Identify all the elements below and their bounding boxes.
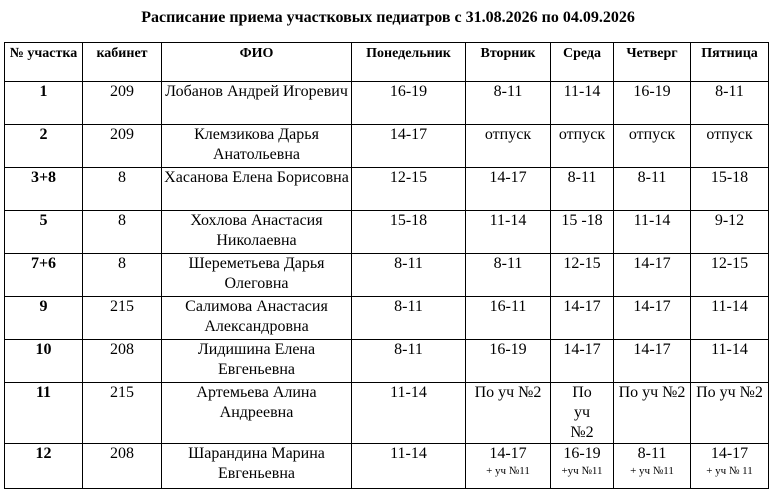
cell-wed: 12-15 <box>551 254 614 297</box>
cell-name: Шереметьева Дарья Олеговна <box>162 254 352 297</box>
cell-tue: По уч №2 <box>466 383 551 444</box>
header-fri: Пятница <box>691 43 769 82</box>
cell-thu: 11-14 <box>614 211 691 254</box>
cell-wed: 14-17 <box>551 340 614 383</box>
cell-name: Лобанов Андрей Игоревич <box>162 82 352 125</box>
cell-wed <box>551 444 614 489</box>
table-row <box>5 211 769 254</box>
header-tue: Вторник <box>466 43 551 82</box>
cell-thu: 14-17 <box>614 340 691 383</box>
cell-mon: 16-19 <box>352 82 466 125</box>
cell-fri: 11-14 <box>691 340 769 383</box>
cell-mon: 15-18 <box>352 211 466 254</box>
cell-fri: По уч №2 <box>691 383 769 444</box>
header-num: № участка <box>5 43 83 82</box>
cell-tue: 8-11 <box>466 254 551 297</box>
cell-wed: 14-17 <box>551 297 614 340</box>
cell-name: Клемзикова Дарья Анатольевна <box>162 125 352 168</box>
cell-tue: 16-19 <box>466 340 551 383</box>
cell-wed-note: +уч №11 <box>561 465 603 477</box>
cell-num: 10 <box>5 340 83 383</box>
cell-thu: 14-17 <box>614 297 691 340</box>
cell-name: Хохлова Анастасия Николаевна <box>162 211 352 254</box>
table-row <box>5 383 769 444</box>
cell-tue <box>466 444 551 489</box>
cell-tue-note: + уч №11 <box>486 465 530 477</box>
cell-num: 5 <box>5 211 83 254</box>
cell-room: 209 <box>83 125 162 168</box>
cell-fri: 9-12 <box>691 211 769 254</box>
cell-thu: 16-19 <box>614 82 691 125</box>
cell-fri-time: 14-17 <box>710 445 749 462</box>
cell-thu-time: 8-11 <box>637 445 667 462</box>
header-thu: Четверг <box>614 43 691 82</box>
cell-room: 8 <box>83 168 162 211</box>
table-row <box>5 297 769 340</box>
table-row <box>5 340 769 383</box>
cell-wed-time: 16-19 <box>563 445 601 462</box>
cell-tue: отпуск <box>466 125 551 168</box>
header-wed: Среда <box>551 43 614 82</box>
cell-thu: По уч №2 <box>614 383 691 444</box>
cell-name: Шарандина Марина Евгеньевна <box>162 444 352 489</box>
cell-tue: 14-17 <box>466 168 551 211</box>
cell-fri: 11-14 <box>691 297 769 340</box>
cell-wed: отпуск <box>551 125 614 168</box>
cell-num: 9 <box>5 297 83 340</box>
cell-tue: 11-14 <box>466 211 551 254</box>
header-name: ФИО <box>162 43 352 82</box>
cell-room: 8 <box>83 211 162 254</box>
cell-tue-time: 14-17 <box>489 445 527 462</box>
cell-name: Артемьева Алина Андреевна <box>162 383 352 444</box>
cell-room: 209 <box>83 82 162 125</box>
cell-wed: 15 -18 <box>551 211 614 254</box>
cell-mon: 11-14 <box>352 444 466 489</box>
cell-num: 2 <box>5 125 83 168</box>
cell-num: 1 <box>5 82 83 125</box>
page-title: Расписание приема участковых педиатров с 31.08.2026 по 04.09.2026 <box>141 9 635 26</box>
table-row <box>5 444 769 489</box>
cell-fri: 8-11 <box>691 82 769 125</box>
cell-mon: 8-11 <box>352 297 466 340</box>
schedule-table <box>4 42 769 489</box>
cell-name: Хасанова Елена Борисовна <box>162 168 352 211</box>
cell-fri: отпуск <box>691 125 769 168</box>
cell-mon: 8-11 <box>352 340 466 383</box>
cell-fri: 15-18 <box>691 168 769 211</box>
cell-mon: 12-15 <box>352 168 466 211</box>
cell-thu <box>614 444 691 489</box>
cell-thu-note: + уч №11 <box>630 465 674 477</box>
cell-room: 8 <box>83 254 162 297</box>
cell-name: Лидишина Елена Евгеньевна <box>162 340 352 383</box>
table-row <box>5 82 769 125</box>
cell-num: 12 <box>5 444 83 489</box>
cell-wed: 11-14 <box>551 82 614 125</box>
cell-room: 215 <box>83 297 162 340</box>
cell-fri: 12-15 <box>691 254 769 297</box>
cell-name: Салимова Анастасия Александровна <box>162 297 352 340</box>
cell-room: 208 <box>83 340 162 383</box>
cell-thu: 14-17 <box>614 254 691 297</box>
cell-room: 208 <box>83 444 162 489</box>
cell-wed: По уч №2 <box>551 383 614 444</box>
cell-mon: 8-11 <box>352 254 466 297</box>
table-row <box>5 168 769 211</box>
cell-mon: 11-14 <box>352 383 466 444</box>
cell-wed: 8-11 <box>551 168 614 211</box>
cell-thu: 8-11 <box>614 168 691 211</box>
header-mon: Понедельник <box>352 43 466 82</box>
cell-mon: 14-17 <box>352 125 466 168</box>
header-row <box>5 43 769 82</box>
cell-num: 7+6 <box>5 254 83 297</box>
table-row <box>5 254 769 297</box>
table-row <box>5 125 769 168</box>
cell-tue: 8-11 <box>466 82 551 125</box>
cell-room: 215 <box>83 383 162 444</box>
cell-num: 3+8 <box>5 168 83 211</box>
header-room: кабинет <box>83 43 162 82</box>
cell-fri <box>691 444 769 489</box>
cell-thu: отпуск <box>614 125 691 168</box>
cell-tue: 16-11 <box>466 297 551 340</box>
cell-fri-note: + уч № 11 <box>706 465 753 477</box>
cell-num: 11 <box>5 383 83 444</box>
